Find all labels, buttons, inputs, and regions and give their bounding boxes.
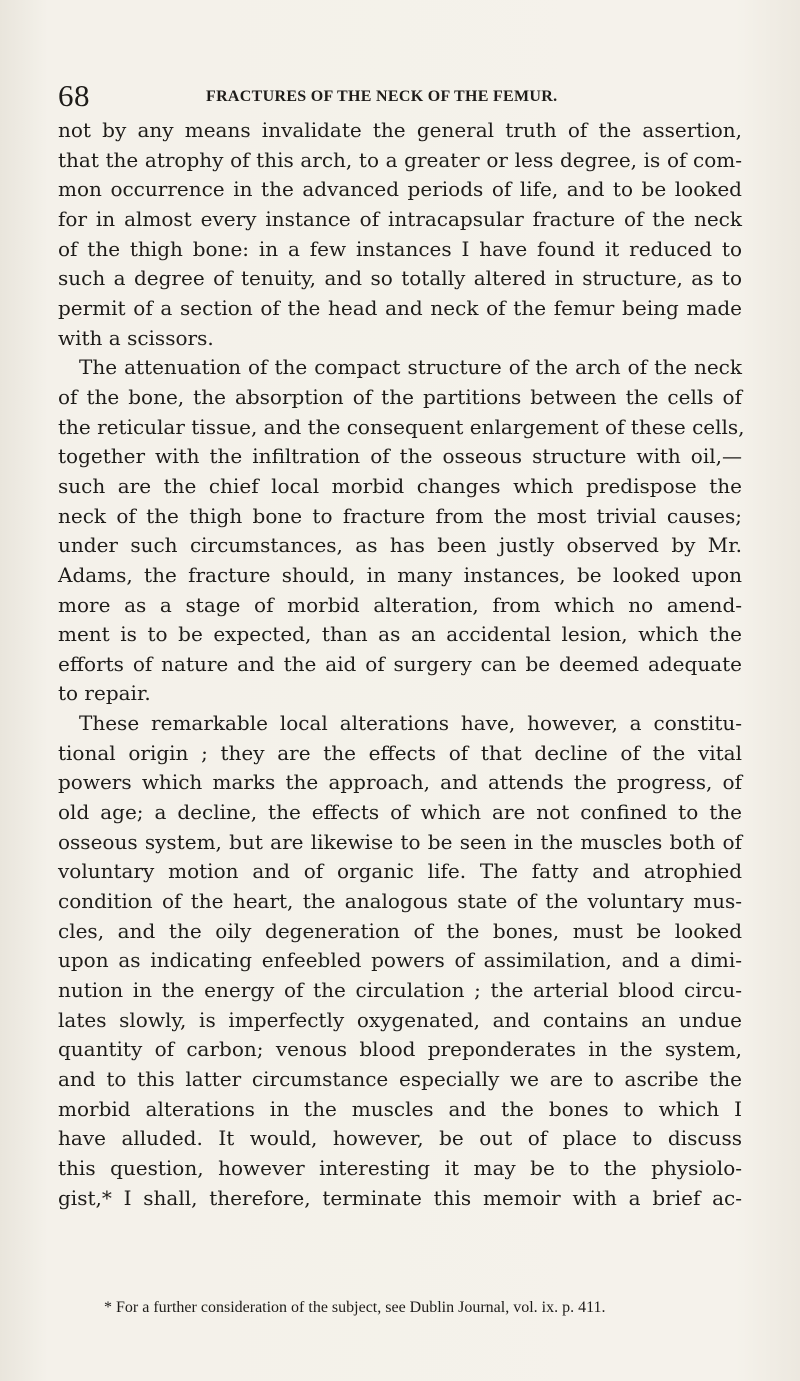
text-line: this question, however interesting it may be to the physiolo- bbox=[58, 1155, 742, 1180]
text-line: voluntary motion and of organic life. The fatty and atrophied bbox=[58, 859, 742, 884]
text-line: Adams, the fracture should, in many instances, be looked upon bbox=[58, 562, 742, 587]
text-line: together with the infiltration of the osseous structure with oil,— bbox=[58, 444, 742, 469]
running-head: FRACTURES OF THE NECK OF THE FEMUR. bbox=[206, 88, 558, 105]
text-line: such are the chief local morbid changes which predispose the bbox=[58, 473, 742, 498]
text-line: ment is to be expected, than as an accidental lesion, which the bbox=[58, 622, 742, 647]
text-line: The attenuation of the compact structure of the arch of the neck bbox=[79, 355, 742, 380]
text-line: with a scissors. bbox=[58, 325, 214, 350]
text-line: more as a stage of morbid alteration, from which no amend- bbox=[58, 592, 742, 617]
text-line: lates slowly, is imperfectly oxygenated, and contains an undue bbox=[58, 1007, 742, 1032]
text-line: not by any means invalidate the general truth of the assertion, bbox=[58, 118, 742, 142]
text-line: neck of the thigh bone to fracture from the most trivial causes; bbox=[58, 503, 742, 528]
text-line: These remarkable local alterations have, however, a constitu- bbox=[79, 711, 742, 736]
text-line: condition of the heart, the analogous state of the voluntary mus- bbox=[58, 889, 742, 914]
page-number: 68 bbox=[58, 78, 90, 113]
text-line: and to this latter circumstance especially we are to ascribe the bbox=[58, 1067, 742, 1091]
body-text bbox=[58, 116, 745, 1213]
text-line: cles, and the oily degeneration of the bones, must be looked bbox=[58, 918, 742, 943]
footnote: * For a further consideration of the subject, see Dublin Journal, vol. ix. p. 411. bbox=[104, 1299, 606, 1316]
text-line: upon as indicating enfeebled powers of assimilation, and a dimi- bbox=[58, 948, 742, 973]
text-line: permit of a section of the head and neck of the femur being made bbox=[58, 295, 742, 320]
text-line: such a degree of tenuity, and so totally altered in structure, as to bbox=[58, 266, 742, 291]
text-line: quantity of carbon; venous blood preponderates in the system, bbox=[58, 1037, 742, 1062]
text-line: that the atrophy of this arch, to a greater or less degree, is of com- bbox=[58, 147, 742, 172]
text-line: osseous system, but are likewise to be seen in the muscles both of bbox=[58, 829, 742, 854]
text-line: tional origin ; they are the effects of that decline of the vital bbox=[58, 740, 742, 765]
text-line: the reticular tissue, and the consequent enlargement of these cells, bbox=[58, 414, 745, 439]
text-line: powers which marks the approach, and attends the progress, of bbox=[58, 770, 742, 795]
text-line: of the bone, the absorption of the partitions between the cells of bbox=[58, 384, 742, 409]
text-line: have alluded. It would, however, be out of place to discuss bbox=[58, 1126, 742, 1151]
text-line: morbid alterations in the muscles and the bones to which I bbox=[58, 1096, 742, 1121]
text-line: of the thigh bone: in a few instances I have found it reduced to bbox=[58, 236, 742, 261]
text-line: efforts of nature and the aid of surgery can be deemed adequate bbox=[58, 651, 742, 676]
text-line: old age; a decline, the effects of which are not confined to the bbox=[58, 800, 742, 825]
text-line: nution in the energy of the circulation ; the arterial blood circu- bbox=[58, 978, 742, 1003]
text-line: mon occurrence in the advanced periods of life, and to be looked bbox=[58, 177, 742, 202]
text-line: gist,* I shall, therefore, terminate this memoir with a brief ac- bbox=[58, 1185, 742, 1210]
text-line: under such circumstances, as has been justly observed by Mr. bbox=[58, 533, 742, 558]
text-line: for in almost every instance of intracapsular fracture of the neck bbox=[58, 206, 742, 231]
text-line: to repair. bbox=[58, 681, 151, 706]
